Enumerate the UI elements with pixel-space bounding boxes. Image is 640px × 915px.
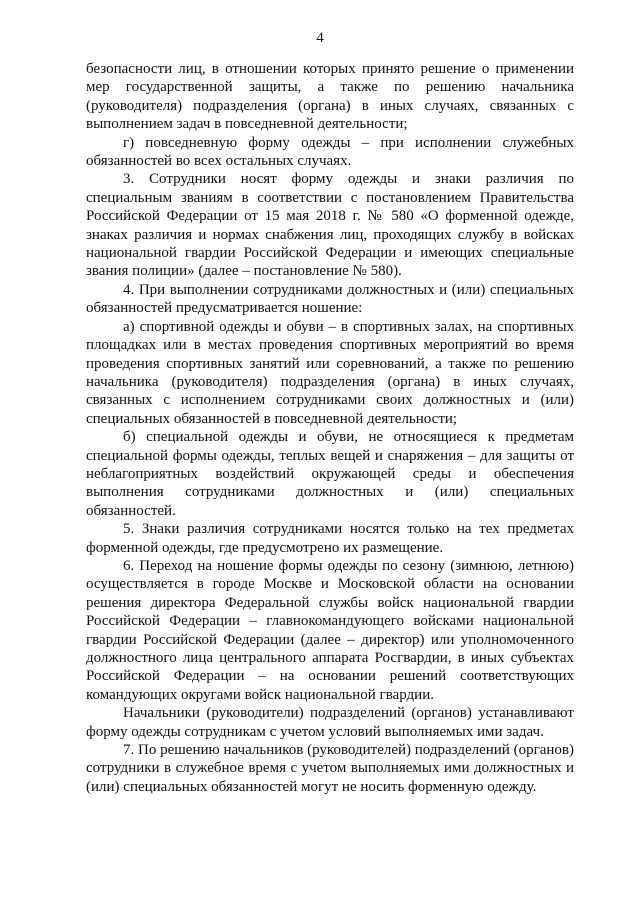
paragraph-4: 4. При выполнении сотрудниками должностных и (или) специальных обязанностей предусматривается ношение: (86, 281, 574, 317)
paragraph-4-item-a: а) спортивной одежды и обуви – в спортивных залах, на спортивных площадках или в местах проведения спортивных мероприятий во время проведения спортивных занятий или соревнований, а также по решению начальника (руководителя) подразделения (органа) в иных случаях, связанных с исполнением сотрудниками своих должностных и (или) специальных обязанностей в повседневной деятельности; (86, 318, 574, 427)
paragraph-6-continuation: Начальники (руководители) подразделений (органов) устанавливают форму одежды сотрудникам с учетом условий выполняемых ими задач. (86, 705, 574, 740)
paragraph-6: 6. Переход на ношение формы одежды по сезону (зимнюю, летнюю) осуществляется в городе Москве и Московской области на основании решения директора Федеральной службы войск национальной гвардии Российской Федерации – главнокомандующего войсками национальной гвардии Российской Федерации (далее – директор) или уполномоченного должностного лица центрального аппарата Росгвардии, в иных субъектах Российской Федерации – на основании решений соответствующих командующих округами войск национальной гвардии. (86, 557, 574, 703)
paragraph-7: 7. По решению начальников (руководителей) подразделений (органов) сотрудники в служебное время с учетом выполняемых ими должностных и (или) специальных обязанностей могут не носить форменную одежду. (86, 742, 574, 795)
paragraph-4-item-b: б) специальной одежды и обуви, не относящиеся к предметам специальной формы одежды, теплых вещей и снаряжения – для защиты от неблагоприятных воздействий окружающей среды и обеспечения выполнения сотрудниками должностных и (или) специальных обязанностей. (86, 429, 574, 519)
paragraph-3: 3. Сотрудники носят форму одежды и знаки различия по специальным званиям в соответствии с постановлением Правительства Российской Федерации от 15 мая 2018 г. № 580 «О форменной одежде, знаках различия и нормах снабжения лиц, проходящих службу в войсках национальной гвардии Российской Федерации и имеющих специальные звания полиции» (далее – постановление № 580). (86, 171, 574, 280)
paragraph-item-g: г) повседневную форму одежды – при исполнении служебных обязанностей во всех остальных случаях. (86, 134, 574, 170)
page-number: 4 (316, 30, 324, 46)
paragraph-continuation: безопасности лиц, в отношении которых принято решение о применении мер государственной защиты, а также по решению начальника (руководителя) подразделения (органа) в иных случаях, связанных с выполнением задач в повседневной деятельности; (86, 61, 574, 133)
document-body (86, 60, 574, 796)
paragraph-5: 5. Знаки различия сотрудниками носятся только на тех предметах форменной одежды, где предусмотрено их размещение. (86, 521, 574, 556)
